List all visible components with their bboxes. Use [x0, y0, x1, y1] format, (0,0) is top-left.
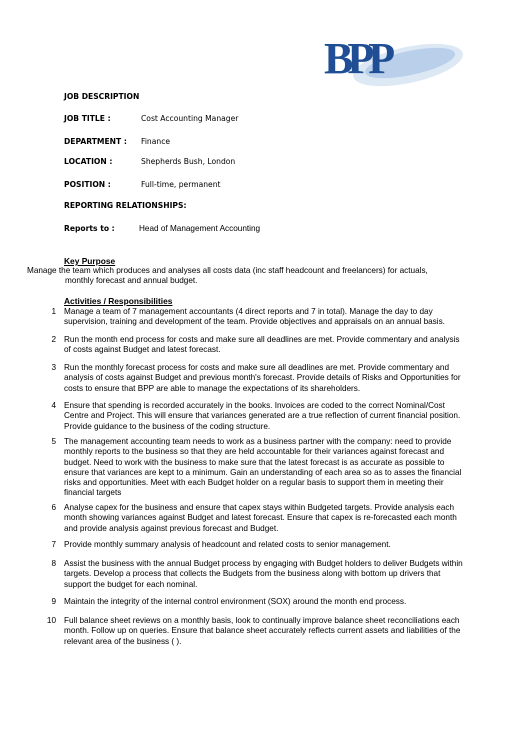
item-number: 9: [51, 597, 56, 606]
field-label: JOB TITLE :: [64, 114, 111, 123]
item-number: 2: [51, 335, 56, 344]
field-value: Head of Management Accounting: [139, 224, 261, 233]
item-text: Run the month end process for costs and make sure all deadlines are met. Provide commentary and analysis of costs against Budget and latest forecast.: [64, 335, 460, 355]
key-purpose-title: Key Purpose: [64, 256, 116, 266]
item-text: Ensure that spending is recorded accurately in the books. Invoices are coded to the correct Nominal/Cost Centre and Project. This will ensure that variances generated are a true reflection of current financial position. Provide guidance to the business of the coding structure.: [64, 401, 461, 431]
item-text: Assist the business with the annual Budget process by engaging with Budget holders to deliver Budgets within targets. Develop a process that collects the Budgets from the business along with bottom up drivers that support the budget for each nominal.: [64, 559, 463, 589]
field-value: Full-time, permanent: [141, 180, 221, 189]
item-number: 10: [46, 616, 56, 625]
item-number: 7: [51, 540, 56, 549]
reporting-heading-text: REPORTING RELATIONSHIPS:: [64, 201, 187, 210]
item-number: 1: [51, 307, 56, 316]
item-text: Run the monthly forecast process for costs and make sure all deadlines are met. Provide commentary and analysis of costs against Budget and previous month's forecast. Provide details of Risks and Opportunities for costs to ensure that BPP are able to manage the expectations of its shareholders.: [64, 363, 461, 393]
item-number: 5: [51, 437, 56, 446]
document-title: [64, 92, 139, 101]
field-label: Reports to :: [64, 224, 115, 233]
item-text: Full balance sheet reviews on a monthly basis, look to continually improve balance sheet reconciliations each month. Follow up on queries. Ensure that balance sheet accurately reflects current assets and liabilities of the relevant area of the business ( ).: [64, 616, 461, 646]
item-text: Provide monthly summary analysis of headcount and related costs to senior management.: [64, 540, 391, 549]
field-value: Shepherds Bush, London: [141, 157, 236, 166]
field-label: POSITION :: [64, 180, 111, 189]
key-purpose-text: [27, 266, 467, 287]
item-number: 6: [51, 503, 56, 512]
activities-title: Activities / Responsibilities: [64, 296, 173, 306]
item-text: Maintain the integrity of the internal control environment (SOX) around the month end process.: [64, 597, 407, 606]
item-text: Manage a team of 7 management accountants (4 direct reports and 7 in total). Manage the day to day supervision, training and development of the team. Provide objectives and appraisals on an annual basis.: [64, 307, 445, 327]
item-text: Analyse capex for the business and ensure that capex stays within Budgeted targets. Provide analysis each month showing variances against Budget and latest forecast. Ensure that capex is re-forecasted each month and provide analysis against previous forecast and Budget.: [64, 503, 457, 533]
reporting-heading: [64, 201, 187, 210]
item-number: 8: [51, 559, 56, 568]
field-value: Finance: [141, 137, 171, 146]
field-value: Cost Accounting Manager: [141, 114, 239, 123]
logo-text: BPP: [324, 34, 390, 83]
key-purpose-line: monthly forecast and annual budget.: [65, 276, 198, 286]
bpp-logo: [322, 27, 464, 89]
key-purpose-line: Manage the team which produces and analyses all costs data (inc staff headcount and freelancers) for actuals,: [27, 266, 428, 275]
item-number: 3: [51, 363, 56, 372]
item-number: 4: [51, 401, 56, 410]
document-title-text: JOB DESCRIPTION: [64, 92, 140, 101]
item-text: The management accounting team needs to work as a business partner with the company: need to provide monthly reports to the business so that they are held accountable for their variances against forecast and budget. Need to work with the business to make sure that the latest forecast is as accurate as possible to ensure that variances are kept to a minimum. Gain an understanding of each area so as to asses the financial risks and opportunities. Meet with each Budget holder on a regular basis to support them in meeting their financial targets: [64, 437, 462, 498]
field-label: LOCATION :: [64, 157, 113, 166]
field-label: DEPARTMENT :: [64, 137, 127, 146]
